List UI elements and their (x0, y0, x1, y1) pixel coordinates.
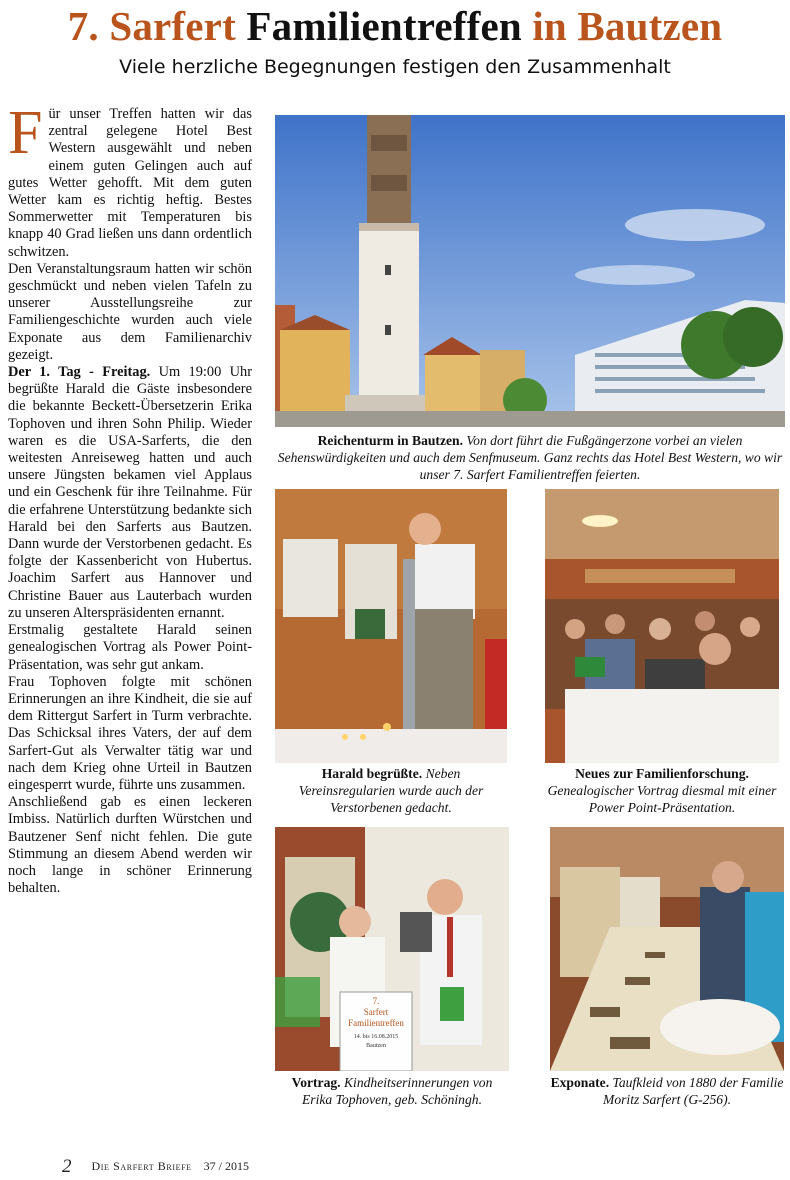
article-paragraph-5: Frau Tophoven folgte mit schönen Erinnerungen an ihre Kindheit, die sie auf dem Rittergut Sarfert in Turm verbrachte. Das Schicksal ihres Vaters, der auf dem Sarfert-Gut als Verwalter tätig war und nach dem Krieg ohne Urteil in Bautzen eingesperrt wurde, führte uns zusammen. (8, 673, 252, 793)
sign-line-1: 7. (372, 996, 380, 1006)
article-paragraph-1 (8, 99, 252, 261)
headline-part-1: 7. Sarfert (67, 3, 247, 49)
sign-line-3: Familientreffen (348, 1018, 404, 1028)
headline (0, 2, 790, 50)
harald-caption (275, 765, 507, 816)
drop-cap: F (8, 99, 43, 167)
headline-part-2: Familientreffen (246, 3, 522, 49)
lecture-caption (275, 1074, 509, 1108)
subtitle: Viele herzliche Begegnungen festigen den Zusammenhalt (119, 56, 671, 78)
paragraph-3-text: Um 19:00 Uhr begrüßte Harald die Gäste insbesondere die bekannte Beckett-Übersetzerin Erika Tophoven und ihren Sohn Philip. Wieder waren es die USA-Sarferts, die den weitesten Anreiseweg hatten und auch unsere Jüngsten bekamen viel Applaus und ein Geschenk für ihre Teilnahme. Für die erfahrene Unterstützung bedankte sich Harald bei den Sarferts aus Bautzen. Dann wurde der Verstorbenen gedacht. Es folgte der Kassenbericht von Hubertus. Joachim Sarfert aus Hannover und Christine Bauer aus Lauterbach wurden zu unseren Alterspräsidenten ernannt. (8, 364, 252, 621)
magazine-name: Die Sarfert Briefe (91, 1159, 192, 1173)
research-caption-title: Neues zur Familienforschung. (575, 766, 749, 781)
lecture-caption-text: Kindheitserinnerungen von Erika Tophoven, geb. Schöningh. (302, 1075, 493, 1107)
page-number: 2 (62, 1156, 72, 1177)
paragraph-1-text: ür unser Treffen hatten wir das zentral gelegene Hotel Best Western ausgewählt und neben einem guten Gelingen auch auf gutes Wetter gehofft. Mit dem guten Wetter kam es richtig heftig. Bestes Sommerwetter mit Temperaturen bis knapp 40 Grad ließen uns dann ordentlich schwitzen. (8, 106, 252, 260)
research-caption (545, 765, 779, 816)
article-paragraph-4: Erstmalig gestaltete Harald seinen genealogischen Vortrag als Power Point-Präsentation, was sehr gut ankam. (8, 622, 252, 673)
day-one-lead: Der 1. Tag - Freitag. (8, 364, 151, 381)
harald-caption-title: Harald begrüßte. (321, 766, 423, 781)
headline-part-3: in Bautzen (521, 3, 723, 49)
issue-number: 37 / 2015 (203, 1159, 249, 1173)
harald-photo (275, 489, 507, 763)
reichenturm-caption (275, 432, 785, 483)
research-caption-text: Genealogischer Vortrag diesmal mit einer Power Point-Präsentation. (547, 783, 777, 815)
sign-line-4: 14. bis 16.08.2015 (353, 1034, 399, 1040)
lecture-caption-title: Vortrag. (291, 1075, 341, 1090)
article-paragraph-2: Den Veranstaltungsraum hatten wir schön geschmückt und neben vielen Tafeln zu unserer Ausstellungsreihe zur Familiengeschichte wurden auch viele Exponate aus dem Familienarchiv gezeigt. (8, 260, 252, 363)
article-body (8, 99, 252, 897)
sign-line-2: Sarfert (363, 1007, 389, 1017)
exhibits-caption (550, 1074, 784, 1108)
exhibits-photo (550, 827, 784, 1071)
page-footer (62, 1156, 249, 1178)
exhibits-caption-text: Taufkleid von 1880 der Familie Moritz Sarfert (G-256). (603, 1075, 784, 1107)
reichenturm-caption-title: Reichenturm in Bautzen. (317, 433, 463, 448)
lecture-photo (275, 827, 509, 1071)
article-paragraph-6: Anschließend gab es einen leckeren Imbiss. Natürlich durften Würstchen und Bautzener Senf nicht fehlen. Die gute Stimmung an diesem Abend werden wir noch lange in schöner Erinnerung behalten. (8, 794, 252, 897)
audience-photo (545, 489, 779, 763)
exhibits-caption-title: Exponate. (550, 1075, 610, 1090)
article-paragraph-3 (8, 364, 252, 622)
harald-caption-text: Neben Vereinsregularien wurde auch der Verstorbenen gedacht. (298, 766, 484, 815)
reichenturm-photo (275, 115, 785, 427)
sign-line-5: Bautzen (366, 1043, 386, 1049)
reichenturm-caption-text: Von dort führt die Fußgängerzone vorbei an vielen Sehenswürdigkeiten und auch dem Senfmuseum. Ganz rechts das Hotel Best Western, wo wir unser 7. Sarfert Familientreffen feierten. (277, 433, 783, 482)
